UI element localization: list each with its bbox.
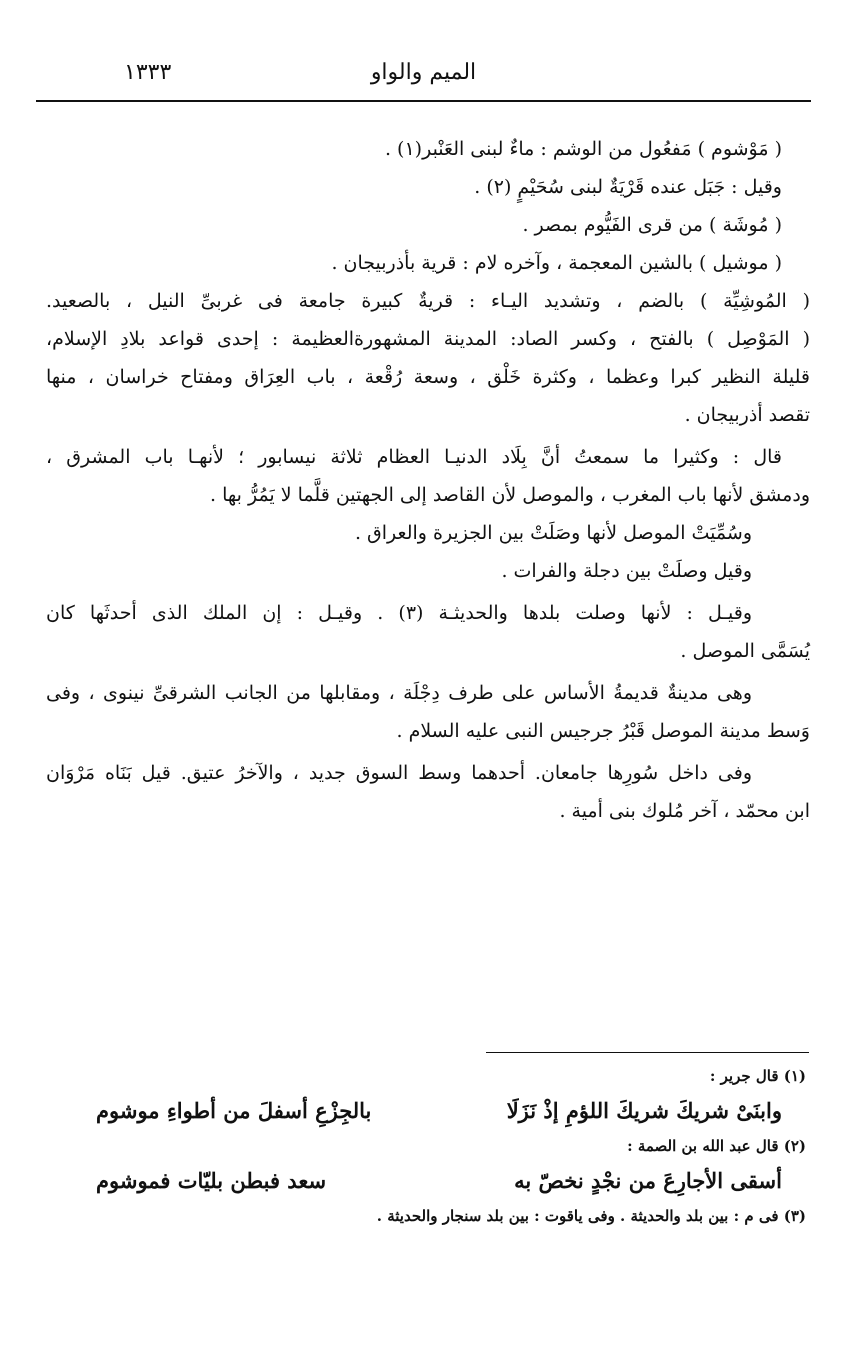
main-text — [46, 130, 810, 830]
text-line: وهى مدينةٌ قديمةُ الأساس على طرف دِجْلَة ، ومقابلها من الجانب الشرقىِّ نينوى ، وفى — [46, 682, 752, 704]
text-line: ( مُوشَة ) من قرى الفَيُّوم بمصر . — [522, 214, 782, 236]
text-line: وقيل : جَبَل عنده قَرْيَةٌ لبنى سُحَيْمٍ (٢) . — [474, 176, 782, 198]
text-line: قال : وكثيرا ما سمعتُ أنَّ بِلَاد الدنيـا العظام ثلاثة نيسابور ؛ لأنهـا باب المشرق ، — [46, 446, 782, 468]
page-header — [36, 58, 811, 102]
page-number: ١٣٣٣ — [124, 60, 172, 85]
verse-hemistich-1: وابنَىْ شريكَ شريكَ اللؤمِ إذْ نَزَلَا — [506, 1098, 782, 1123]
text-line: ( موشيل ) بالشين المعجمة ، وآخره لام : قرية بأذربيجان . — [331, 252, 782, 274]
text-line: وقيـل : لأنها وصلت بلدها والحديثـة (٣) . وقيـل : إن الملك الذى أحدثَها كان — [46, 602, 752, 624]
text-line: تقصد أذربيجان . — [684, 404, 810, 426]
text-line: ودمشق لأنها باب المغرب ، والموصل لأن القاصد إلى الجهتين قلَّما لا يَمُرُّ بها . — [210, 484, 810, 506]
text-line: وقيل وصلَتْ بين دجلة والفرات . — [501, 560, 752, 582]
footnote-2-head: (٢) قال عبد الله بن الصمة : — [627, 1137, 806, 1155]
text-line: ( مَوْشوم ) مَفعُول من الوشم : ماءٌ لبنى العَنْبر(١) . — [384, 138, 782, 160]
footnote-1-verse — [46, 1090, 810, 1132]
running-head: الميم والواو — [370, 60, 477, 85]
footnote-1-head: (١) قال جرير : — [709, 1067, 806, 1085]
footnote-3: (٣) فى م : بين بلد والحديثة . وفى ياقوت : بين بلد سنجار والحديثة . — [376, 1207, 806, 1225]
text-line: يُسَمَّى الموصل . — [680, 640, 810, 662]
text-line: ( المُوشِيِّة ) بالضم ، وتشديد اليـاء : قريةٌ كبيرة جامعة فى غربىِّ النيل ، بالصعيد. — [46, 290, 810, 312]
verse-hemistich-1: أسقى الأجارِعَ من نجْدٍ نخصّ به — [514, 1168, 782, 1193]
footnote-2-verse — [46, 1160, 810, 1202]
text-line: وفى داخل سُورِها جامعان. أحدهما وسط السوق جديد ، والآخرُ عتيق. قيل بَنَاه مَرْوَان — [46, 762, 752, 784]
footnote-rule — [486, 1052, 809, 1053]
text-line: قليلة النظير كبرا وعظما ، وكثرة خَلْق ، وسعة رُقْعة ، باب العِرَاق ومفتاح خراسان ، منها — [46, 366, 810, 388]
text-line: وَسط مدينة الموصل قَبْرُ جرجيس النبى عليه السلام . — [396, 720, 810, 742]
verse-hemistich-2: سعد فبطن بليّات فموشوم — [96, 1168, 327, 1193]
text-line: ( المَوْصِل ) بالفتح ، وكسر الصاد: المدينة المشهورةالعظيمة : إحدى قواعد بلادِ الإسلام، — [46, 328, 810, 350]
text-line: وسُمِّيَتْ الموصل لأنها وصَلَتْ بين الجزيرة والعراق . — [354, 522, 752, 544]
text-line: ابن محمّد ، آخر مُلوك بنى أمية . — [559, 800, 810, 822]
footnotes — [46, 1062, 810, 1230]
verse-hemistich-2: بالجِزْعِ أسفلَ من أطواءِ موشوم — [96, 1098, 372, 1123]
